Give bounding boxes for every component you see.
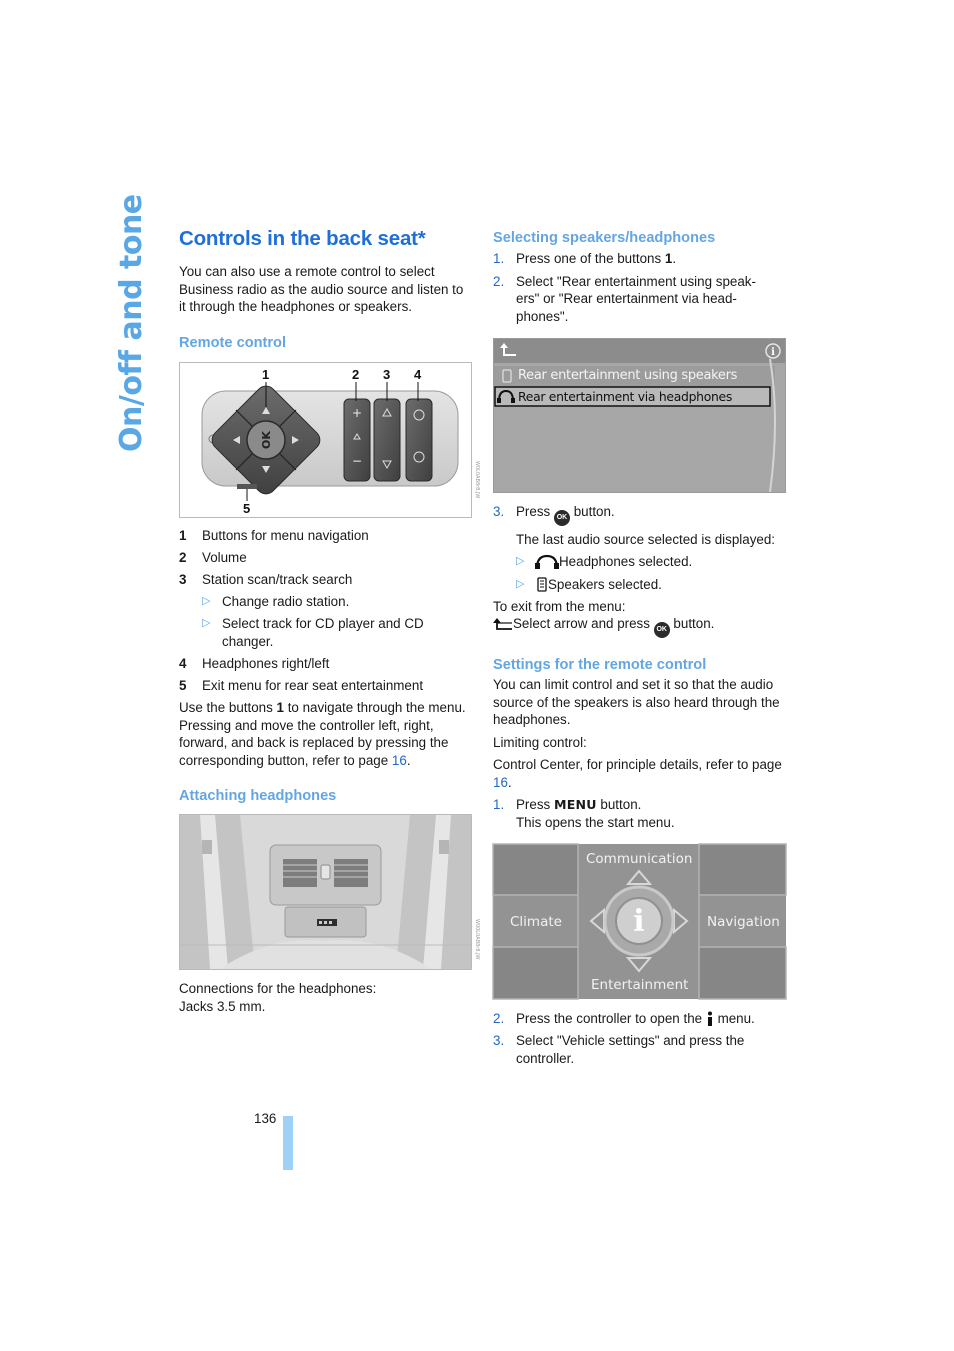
step-text: Press the controller to open the menu. bbox=[516, 1010, 755, 1026]
legend-text: Buttons for menu navigation bbox=[202, 527, 369, 543]
step-text: Press one of the buttons 1. bbox=[516, 251, 677, 266]
headphone-jacks-illustration bbox=[180, 815, 471, 969]
result-headphones bbox=[516, 553, 786, 571]
section-title: Controls in the back seat* bbox=[179, 227, 426, 250]
exit-menu-instruction: Select arrow and press OK button. bbox=[493, 615, 786, 638]
legend-subitem bbox=[202, 615, 472, 650]
svg-text:i: i bbox=[633, 903, 645, 939]
left-column bbox=[179, 226, 480, 1016]
settings-paragraph: You can limit control and set it so that the audio source of the speakers is also heard through the headphones. bbox=[493, 677, 780, 728]
legend-num: 2 bbox=[179, 549, 187, 565]
step-item bbox=[493, 1010, 786, 1028]
back-arrow-icon bbox=[493, 617, 513, 631]
audio-output-screen bbox=[493, 338, 786, 493]
limiting-control-label: Limiting control: bbox=[493, 734, 587, 750]
chapter-side-tab bbox=[112, 194, 152, 452]
menu-climate[interactable]: Climate bbox=[510, 913, 562, 930]
figure-code: W00L0AB8r8.JW bbox=[474, 919, 480, 960]
svg-text:i: i bbox=[771, 347, 775, 359]
legend-subitem-text: Change radio station. bbox=[222, 594, 350, 610]
legend-num: 5 bbox=[179, 677, 187, 693]
remote-control-heading: Remote control bbox=[179, 334, 287, 351]
legend-item bbox=[179, 549, 472, 567]
result-text: Speakers selected. bbox=[535, 576, 662, 594]
headphones-icon bbox=[535, 554, 559, 569]
callout-1: 1 bbox=[262, 366, 270, 382]
legend-text: Volume bbox=[202, 549, 247, 565]
callout-5: 5 bbox=[243, 500, 251, 516]
page-marker-bar bbox=[283, 1116, 293, 1170]
steps-list-select bbox=[493, 250, 786, 325]
menu-item-speakers[interactable]: Rear entertainment using speakers bbox=[518, 368, 738, 384]
result-text: Headphones selected. bbox=[535, 553, 692, 571]
legend-item bbox=[179, 677, 472, 695]
step-number: 2. bbox=[493, 1010, 505, 1026]
legend-text: Station scan/track search bbox=[202, 571, 353, 587]
selecting-speakers-heading: Selecting speakers/headphones bbox=[493, 230, 716, 246]
legend-subitem-text: Select track for CD player and CD changer. bbox=[222, 616, 424, 649]
info-icon bbox=[706, 1011, 714, 1026]
step-number: 3. bbox=[493, 1033, 505, 1049]
ok-label: OK bbox=[260, 430, 273, 449]
step-item bbox=[493, 1032, 786, 1067]
remote-control-figure bbox=[179, 362, 480, 518]
menu-button-label: MENU bbox=[553, 797, 597, 813]
step-item bbox=[493, 796, 786, 831]
step-number: 1. bbox=[493, 251, 505, 266]
step-item bbox=[493, 250, 786, 268]
svg-text:+: + bbox=[351, 405, 363, 420]
step-item bbox=[493, 503, 786, 526]
audio-output-screen-graphic bbox=[494, 339, 785, 492]
callout-4: 4 bbox=[414, 366, 422, 382]
menu-communication[interactable]: Communication bbox=[586, 850, 693, 867]
bullet-triangle-icon: ▷ bbox=[202, 595, 211, 608]
legend-num: 1 bbox=[179, 527, 187, 543]
step-number: 2. bbox=[493, 273, 505, 289]
legend-item bbox=[179, 527, 472, 545]
bullet-triangle-icon: ▷ bbox=[516, 555, 525, 568]
steps-list-settings bbox=[493, 1010, 786, 1068]
last-source-text: The last audio source selected is displayed: bbox=[516, 532, 776, 548]
settings-remote-heading: Settings for the remote control bbox=[493, 657, 707, 674]
attaching-headphones-heading: Attaching headphones bbox=[179, 788, 337, 805]
page-number: 136 bbox=[254, 1111, 277, 1126]
step-item bbox=[493, 273, 786, 326]
exit-menu-label: To exit from the menu: bbox=[493, 598, 626, 614]
legend-subitem bbox=[202, 593, 472, 611]
menu-navigation[interactable]: Navigation bbox=[707, 913, 780, 930]
legend-text: Exit menu for rear seat entertainment bbox=[202, 677, 424, 693]
headphone-jacks-figure bbox=[179, 814, 480, 970]
right-column bbox=[493, 228, 786, 1067]
chapter-title: On/off and tone bbox=[114, 194, 149, 452]
menu-item-headphones[interactable]: Rear entertainment via headphones bbox=[518, 389, 733, 405]
page-link-16[interactable]: 16 bbox=[493, 774, 508, 790]
menu-entertainment[interactable]: Entertainment bbox=[591, 976, 689, 993]
legend-item bbox=[179, 655, 472, 673]
navigation-paragraph: Use the buttons 1 to navigate through the menu. Pressing and move the controller left, right, forward, and back is replaced by pressing the corresponding button, refer to page 16. bbox=[179, 700, 466, 768]
speaker-icon bbox=[535, 577, 548, 592]
legend-num: 4 bbox=[179, 655, 187, 671]
control-center-paragraph: Control Center, for principle details, refer to page 16. bbox=[493, 757, 782, 790]
step-text: Select "Vehicle settings" and press the controller. bbox=[516, 1033, 745, 1066]
callout-2: 2 bbox=[352, 366, 360, 382]
step-text: Press OK button. bbox=[516, 503, 786, 526]
result-speakers bbox=[516, 576, 786, 594]
connections-line-1: Connections for the headphones: bbox=[179, 981, 377, 997]
step-text: Press MENU button. This opens the start menu. bbox=[516, 797, 675, 830]
bullet-triangle-icon: ▷ bbox=[516, 577, 525, 590]
step-text: Select "Rear entertainment using speak-ers" or "Rear entertainment via head-phones". bbox=[516, 273, 756, 324]
connections-line-2: Jacks 3.5 mm. bbox=[179, 999, 266, 1014]
page-link-16[interactable]: 16 bbox=[391, 752, 407, 768]
svg-text:−: − bbox=[351, 453, 363, 468]
remote-control-illustration bbox=[180, 363, 471, 517]
ok-button-icon: OK bbox=[554, 510, 570, 526]
remote-legend bbox=[179, 527, 472, 695]
figure-code: W0L0AB8r8.JW bbox=[474, 460, 480, 499]
step-number: 1. bbox=[493, 797, 505, 813]
legend-item bbox=[179, 571, 472, 589]
callout-3: 3 bbox=[383, 366, 391, 382]
legend-text: Headphones right/left bbox=[202, 655, 330, 671]
start-menu-screen bbox=[493, 844, 786, 999]
bullet-triangle-icon: ▷ bbox=[202, 617, 211, 630]
intro-paragraph: You can also use a remote control to select Business radio as the audio source and listen to it through the headphones or speakers. bbox=[179, 264, 464, 315]
legend-num: 3 bbox=[179, 571, 187, 587]
step-number: 3. bbox=[493, 504, 505, 520]
ok-button-icon: OK bbox=[654, 622, 670, 638]
